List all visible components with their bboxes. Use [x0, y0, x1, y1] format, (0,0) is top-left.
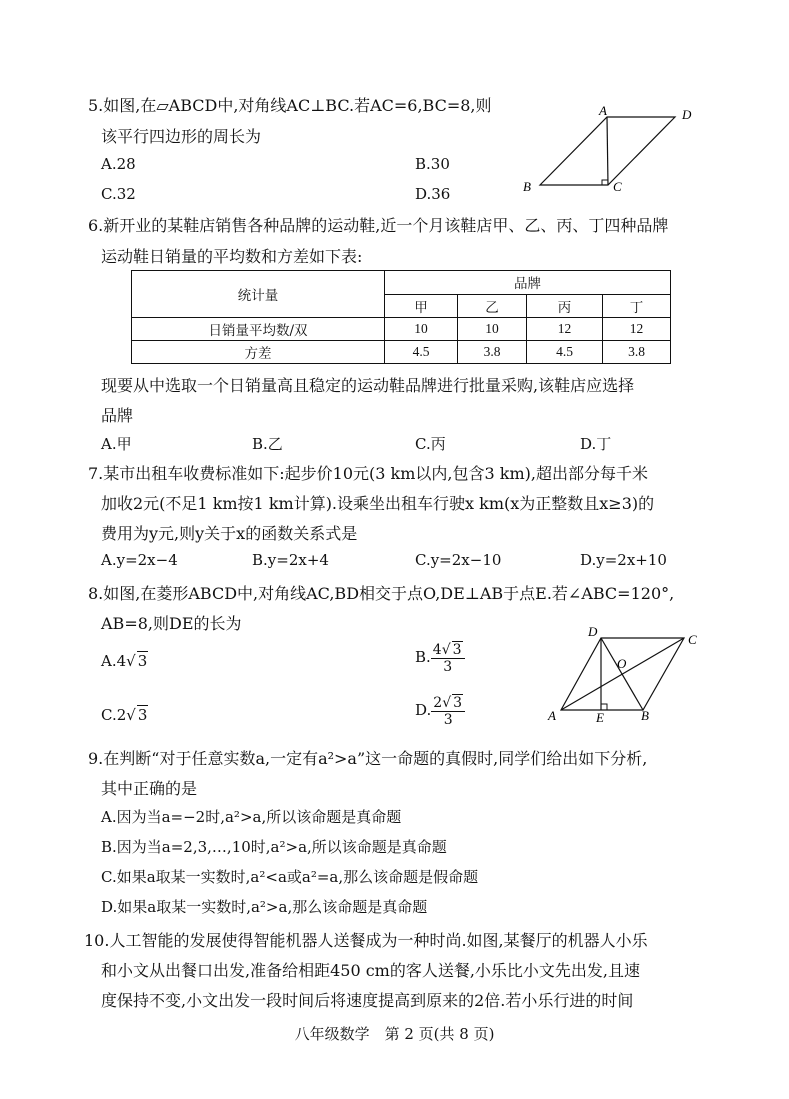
q5-option-b: B.30	[415, 155, 450, 173]
denominator: 3	[443, 659, 453, 676]
q6-option-b: B.乙	[252, 435, 283, 453]
q8-stem-line2: AB=8,则DE的长为	[101, 614, 242, 633]
q6-option-a: A.甲	[101, 435, 132, 453]
q5-option-c: C.32	[101, 185, 136, 203]
q8-stem-line1: 8.如图,在菱形ABCD中,对角线AC,BD相交于点O,DE⊥AB于点E.若∠ABC=120°,	[88, 584, 675, 603]
option-prefix: D.	[415, 701, 432, 720]
sales-statistics-table	[131, 270, 671, 364]
table-cell: 4.5	[385, 341, 458, 364]
fraction	[431, 694, 465, 728]
q7-stem-line1: 7.某市出租车收费标准如下:起步价10元(3 km以内,包含3 km),超出部分每千米	[88, 464, 648, 483]
q6-stem-line4: 品牌	[101, 406, 134, 425]
table-brand-group-header: 品牌	[385, 271, 671, 295]
table-corner-header: 统计量	[132, 271, 385, 318]
radical-sign: √	[126, 652, 136, 670]
table-row-label: 方差	[132, 341, 385, 364]
option-prefix: A.4	[101, 652, 127, 670]
fraction	[431, 641, 465, 675]
table-brand-header: 丙	[527, 294, 603, 318]
q8-option-d	[415, 694, 465, 728]
label-e: E	[596, 710, 604, 725]
label-o: O	[617, 656, 627, 671]
page-footer: 八年级数学 第 2 页(共 8 页)	[294, 1025, 495, 1043]
q7-option-a: A.y=2x−4	[101, 551, 178, 569]
label-a: A	[599, 103, 607, 118]
label-c: C	[688, 632, 697, 647]
q9-option-a: A.因为当a=−2时,a²>a,所以该命题是真命题	[101, 808, 402, 826]
table-brand-header: 乙	[458, 294, 527, 318]
label-c: C	[613, 179, 622, 194]
denominator: 3	[443, 712, 453, 729]
parallelogram-figure	[515, 103, 700, 195]
radical-sign: √	[126, 706, 136, 724]
q6-option-c: C.丙	[415, 435, 446, 453]
table-cell: 10	[385, 318, 458, 341]
numerator: 2√ 3	[431, 694, 465, 712]
q9-option-c: C.如果a取某一实数时,a²<a或a²=a,那么该命题是假命题	[101, 868, 479, 886]
table-brand-header: 丁	[603, 294, 671, 318]
q9-stem-line1: 9.在判断“对于任意实数a,一定有a²>a”这一命题的真假时,同学们给出如下分析,	[88, 749, 648, 768]
q5-option-a: A.28	[101, 155, 136, 173]
q6-stem-line2: 运动鞋日销量的平均数和方差如下表:	[101, 247, 363, 266]
table-cell: 12	[527, 318, 603, 341]
q6-option-d: D.丁	[580, 435, 612, 453]
q7-option-c: C.y=2x−10	[415, 551, 502, 569]
rhombus-figure	[540, 622, 705, 728]
q9-option-b: B.因为当a=2,3,…,10时,a²>a,所以该命题是真命题	[101, 838, 447, 856]
table-cell: 4.5	[527, 341, 603, 364]
q10-stem-line3: 度保持不变,小文出发一段时间后将速度提高到原来的2倍.若小乐行进的时间	[101, 991, 634, 1010]
table-cell: 10	[458, 318, 527, 341]
q6-stem-line1: 6.新开业的某鞋店销售各种品牌的运动鞋,近一个月该鞋店甲、乙、丙、丁四种品牌	[88, 216, 669, 235]
label-b: B	[641, 708, 649, 723]
q7-option-d: D.y=2x+10	[580, 551, 667, 569]
q9-option-d: D.如果a取某一实数时,a²>a,那么该命题是真命题	[101, 898, 428, 916]
q7-option-b: B.y=2x+4	[252, 551, 329, 569]
q9-stem-line2: 其中正确的是	[101, 779, 198, 798]
option-prefix: B.	[415, 648, 431, 667]
table-cell: 3.8	[603, 341, 671, 364]
q8-option-a	[101, 651, 148, 670]
q5-stem-line1: 5.如图,在▱ABCD中,对角线AC⊥BC.若AC=6,BC=8,则	[88, 96, 492, 115]
q5-stem-line2: 该平行四边形的周长为	[101, 127, 262, 146]
q7-stem-line2: 加收2元(不足1 km按1 km计算).设乘坐出租车行驶x km(x为正整数且x≥3)的	[101, 494, 655, 513]
label-d: D	[682, 107, 692, 122]
table-cell: 12	[603, 318, 671, 341]
table-row	[132, 341, 671, 364]
numerator: 4√ 3	[431, 641, 465, 659]
q10-stem-line1: 10.人工智能的发展使得智能机器人送餐成为一种时尚.如图,某餐厅的机器人小乐	[84, 931, 648, 950]
table-row	[132, 318, 671, 341]
radicand: 3	[137, 706, 148, 724]
q10-stem-line2: 和小文从出餐口出发,准备给相距450 cm的客人送餐,小乐比小文先出发,且速	[101, 961, 641, 980]
radicand: 3	[137, 652, 148, 670]
q6-stem-line3: 现要从中选取一个日销量高且稳定的运动鞋品牌进行批量采购,该鞋店应选择	[101, 376, 635, 395]
option-prefix: C.2	[101, 706, 127, 724]
q5-option-d: D.36	[415, 185, 451, 203]
table-brand-header: 甲	[385, 294, 458, 318]
table-cell: 3.8	[458, 341, 527, 364]
label-b: B	[523, 179, 531, 194]
table-row-label: 日销量平均数/双	[132, 318, 385, 341]
q7-stem-line3: 费用为y元,则y关于x的函数关系式是	[101, 524, 358, 543]
label-a: A	[548, 708, 556, 723]
q8-option-b	[415, 641, 465, 675]
q8-option-c	[101, 705, 148, 724]
label-d: D	[588, 624, 598, 639]
